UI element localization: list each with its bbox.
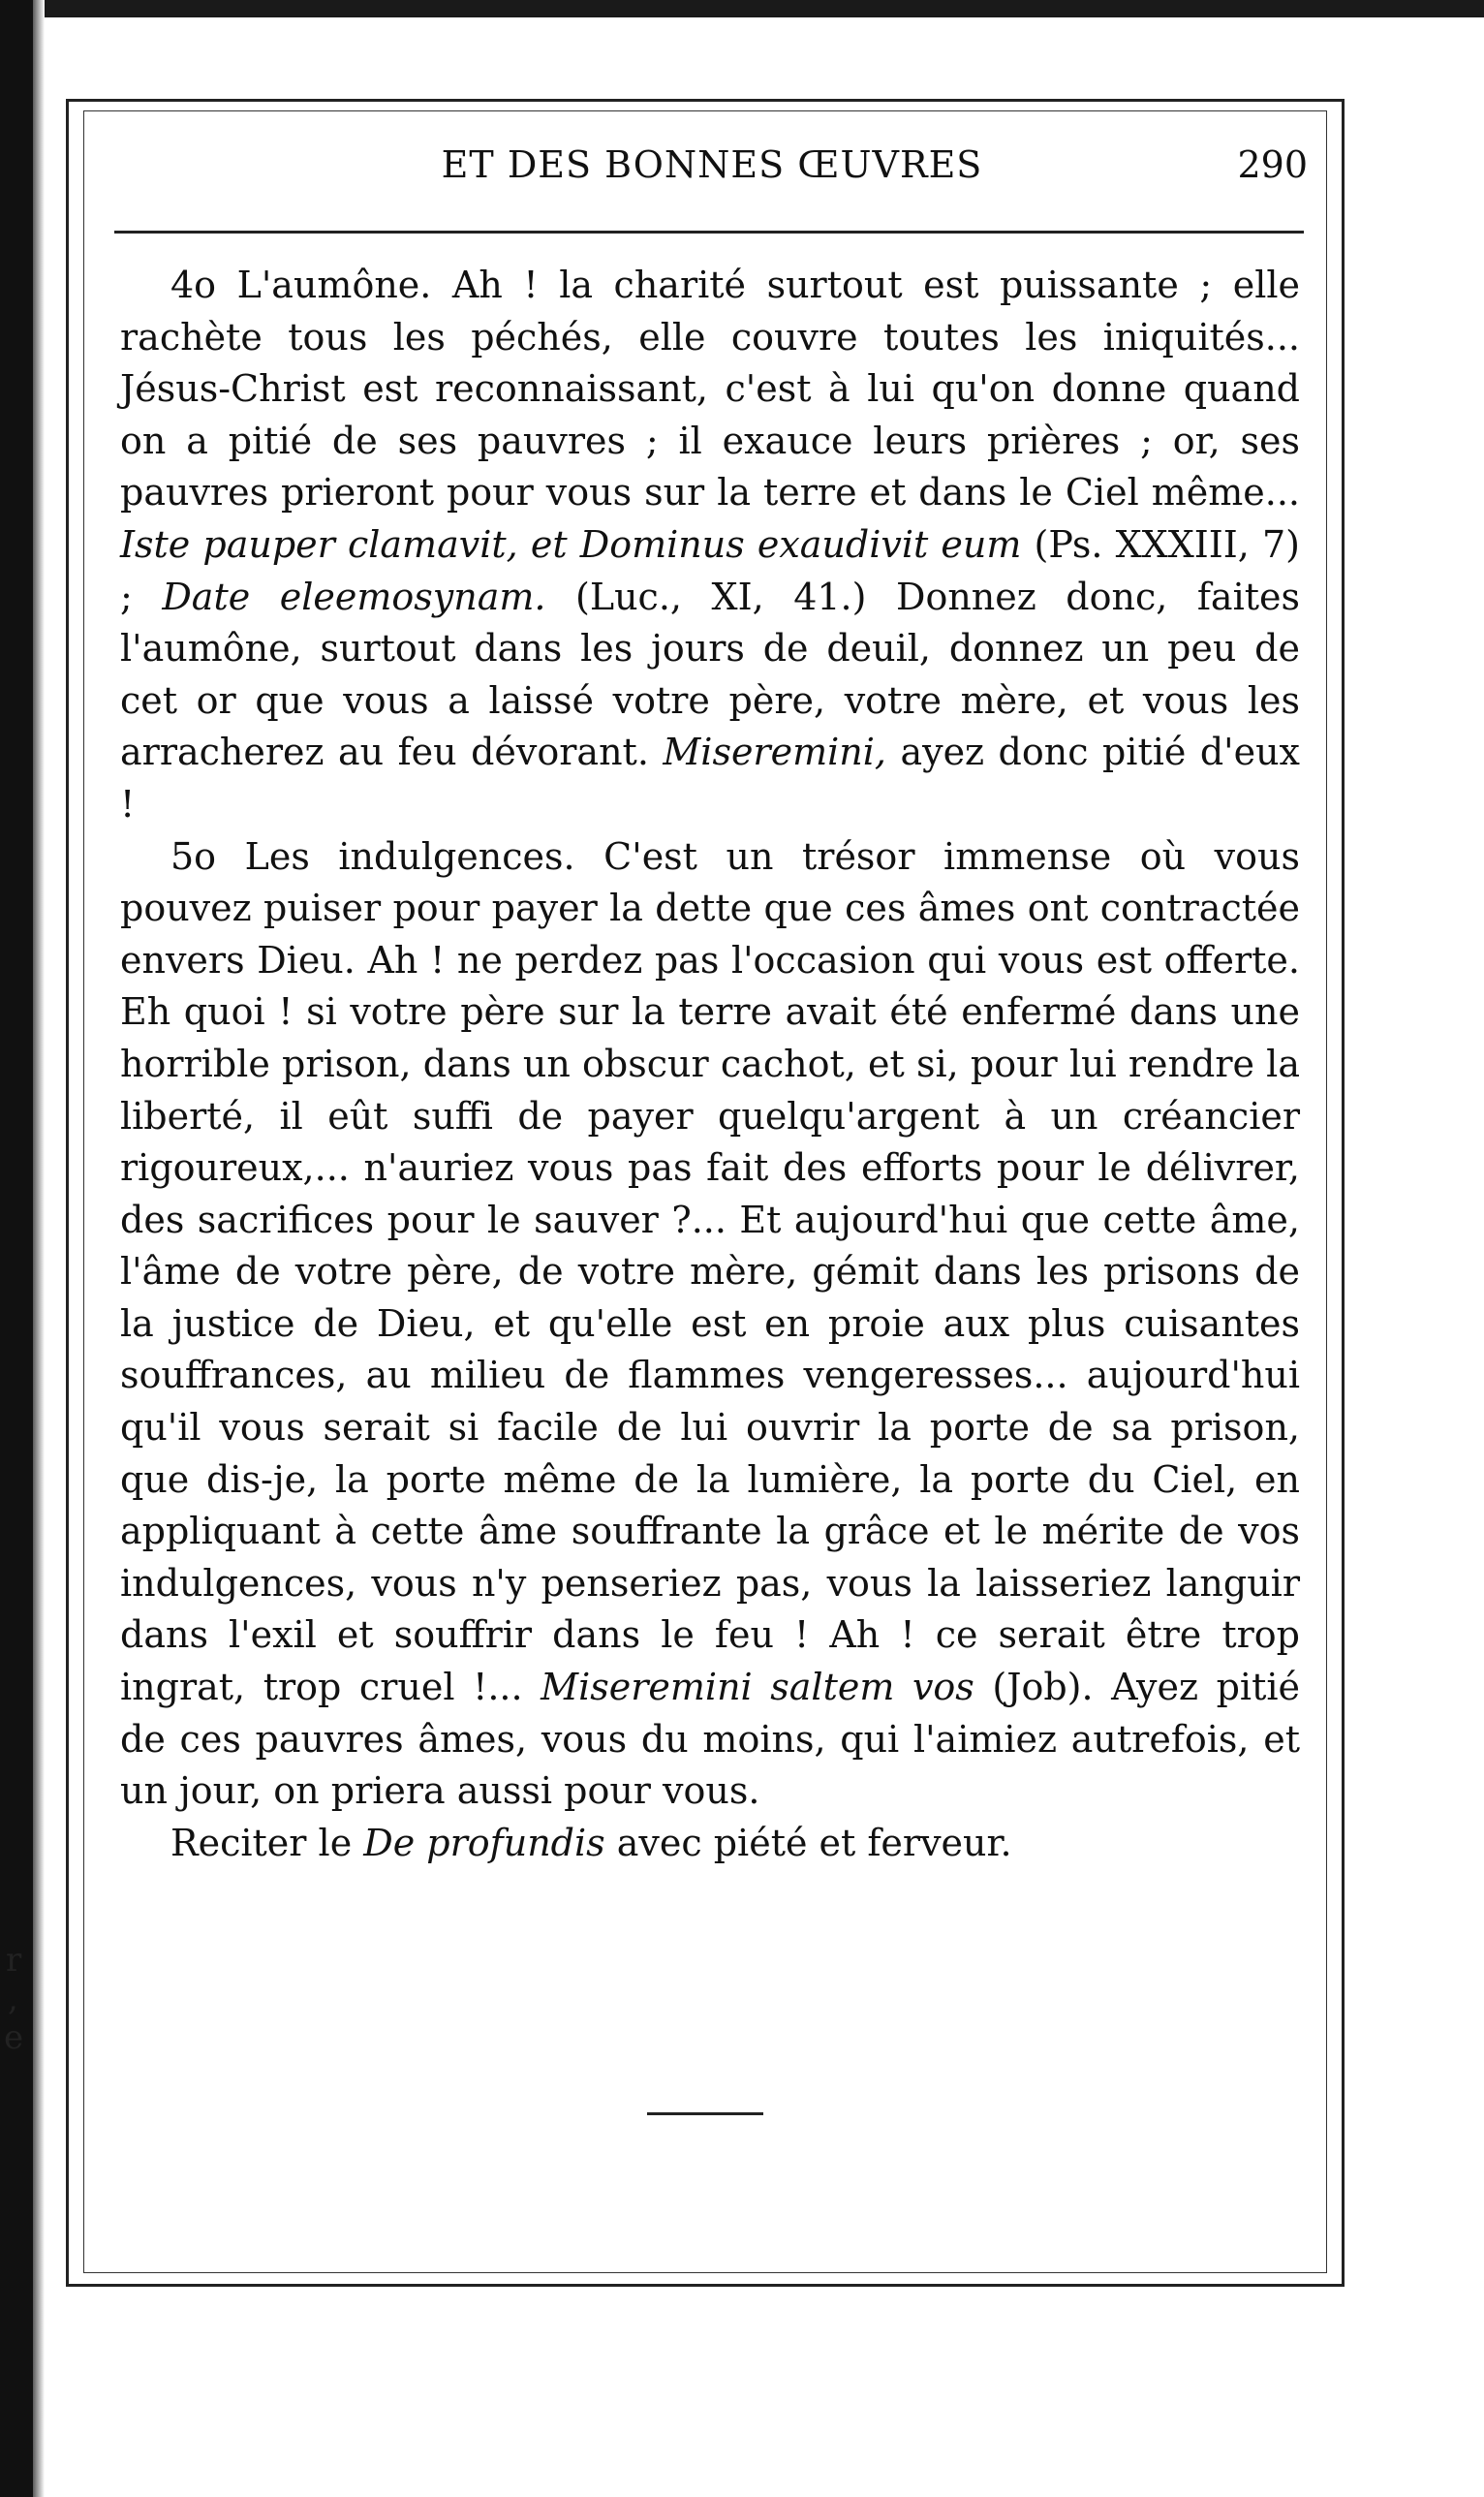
text-run: Reciter le [170, 1821, 364, 1864]
text-run: ayez donc pitié d'eux ! [120, 731, 1300, 826]
latin-quote: Iste pauper clamavit, et Dominus exaudivit eum [120, 522, 1022, 566]
latin-title: De profundis [363, 1821, 605, 1864]
margin-mark: e [4, 2018, 24, 2057]
running-title: ET DES BONNES ŒUVRES [441, 143, 983, 186]
text-run: (Job). Ayez pitié de ces pauvres âmes, vous du moins, qui l'aimiez autrefois, et un jour, on priera aussi pour vous. [120, 1666, 1300, 1813]
latin-quote: Date eleemosynam. [162, 575, 546, 618]
binding-shadow [33, 0, 45, 2497]
latin-quote: Miseremini, [663, 731, 886, 774]
book-binding-edge [0, 0, 33, 2497]
text-run: 4o L'aumône. Ah ! la charité surtout est puissante ; elle rachète tous les péchés, elle couvre toutes les iniquités... Jésus-Christ est reconnaissant, c'est à lui qu'on donne quand on a pitié de ses pauvres ; il exauce leurs prières ; or, ses pauvres prieront pour vous sur la terre et dans le Ciel même... [120, 264, 1300, 515]
scan-top-edge [0, 0, 1484, 17]
text-run: 5o Les indulgences. C'est un trésor immense où vous pouvez puiser pour payer la dette que ces âmes ont contractée envers Dieu. Ah ! ne perdez pas l'occasion qui vous est offerte. Eh quoi ! si votre père sur la terre avait été enfermé dans une horrible prison, dans un obscur cachot, et si, pour lui rendre la liberté, il eût suffi de payer quelqu'argent à un créancier rigoureux,... n'auriez vous pas fait des efforts pour le délivrer, des sacrifices pour le sauver ?... Et aujourd'hui que cette âme, l'âme de votre père, de votre mère, gémit dans les prisons de la justice de Dieu, et qu'elle est en proie aux plus cuisantes souffrances, au milieu de flammes vengeresses... aujourd'hui qu'il vous serait si facile de lui ouvrir la porte de sa prison, que dis-je, la porte même de la lumière, la porte du Ciel, en appliquant à cette âme souffrante la grâce et le mérite de vos indulgences, vous n'y penseriez pas, vous la laisseriez languir dans l'exil et souffrir dans le feu ! Ah ! ce serait être trop ingrat, trop cruel !... [120, 834, 1300, 1709]
running-head [116, 136, 1308, 194]
latin-quote: Miseremini saltem vos [541, 1666, 974, 1709]
paragraph-indulgences [120, 831, 1300, 1818]
paragraph-almsgiving [120, 260, 1300, 831]
text-run: (Luc., XI, 41.) Donnez donc, faites l'aumône, surtout dans les jours de deuil, donnez un peu de cet or que vous a laissé votre père, votre mère, et vous les arracherez au feu dévorant. [120, 575, 1301, 774]
page-number: 290 [1237, 143, 1308, 186]
margin-mark: , [8, 1980, 18, 2018]
text-run: (Ps. XXXIII, 7) ; [120, 522, 1300, 618]
margin-mark: r [6, 1941, 22, 1980]
text-run: avec piété et ferveur. [604, 1821, 1012, 1864]
paragraph-de-profundis [120, 1818, 1300, 1870]
body-text [120, 260, 1300, 1869]
header-rule [114, 231, 1304, 234]
section-end-rule [647, 2112, 763, 2115]
